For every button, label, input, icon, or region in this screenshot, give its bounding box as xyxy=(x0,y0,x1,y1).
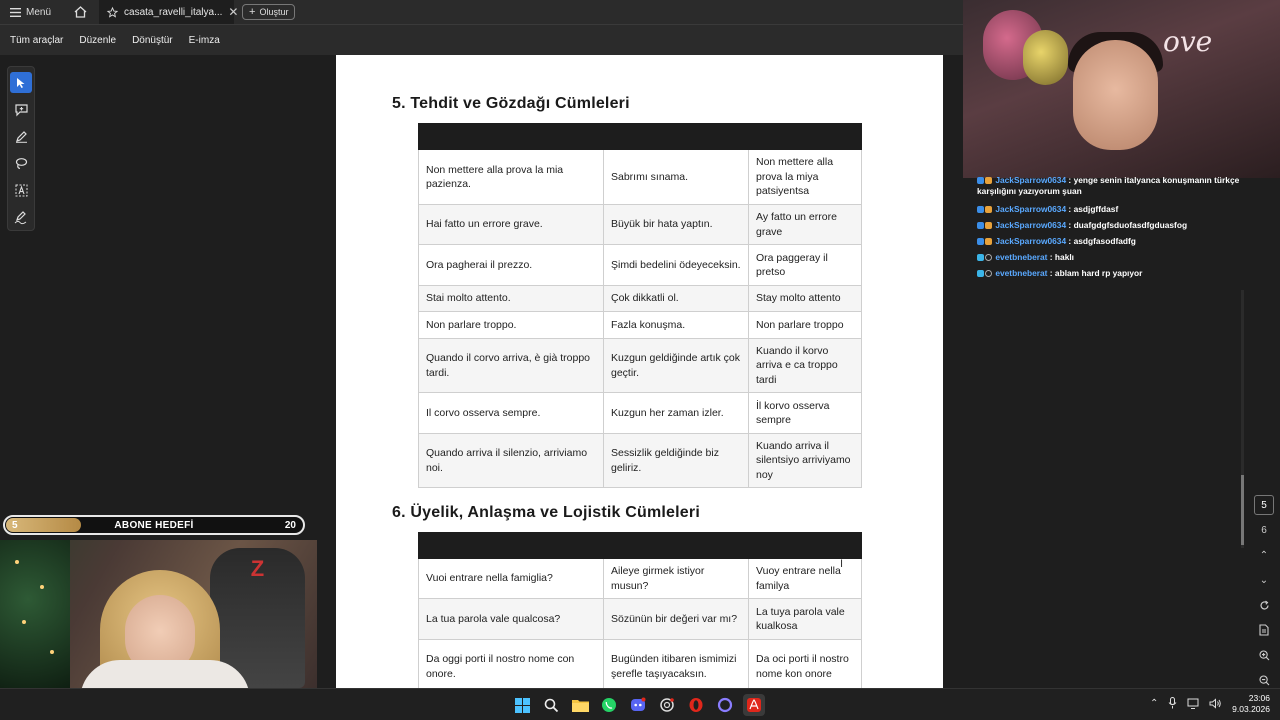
pronunciation-cell: Da oci porti il nostro nome kon onore xyxy=(749,640,862,694)
prime-badge-icon xyxy=(977,177,984,184)
chat-message: JackSparrow0634 : yenge senin italyanca konuşmanın türkçe karşılığını yazıyorum şuan xyxy=(977,175,1240,196)
gem-badge-icon xyxy=(977,254,984,261)
italian-cell: Ora pagherai il prezzo. xyxy=(419,245,604,286)
volume-icon[interactable] xyxy=(1209,698,1222,709)
next-page-icon[interactable]: ⌄ xyxy=(1259,574,1269,586)
draw-tool[interactable] xyxy=(10,153,32,174)
highlight-pen-icon xyxy=(15,130,28,143)
file-explorer-icon[interactable] xyxy=(569,694,591,716)
tab-title: casata_ravelli_italya... xyxy=(124,6,223,18)
tree-light xyxy=(40,585,44,589)
table-section-5 xyxy=(418,123,862,488)
italian-cell: Quando arriva il silenzio, arriviamo noi. xyxy=(419,434,604,488)
opera-icon[interactable] xyxy=(685,694,707,716)
table-row xyxy=(419,559,862,599)
whatsapp-icon[interactable] xyxy=(598,694,620,716)
text-cursor-icon: I xyxy=(840,558,844,570)
plush-toy-shape xyxy=(1023,30,1068,85)
italian-cell: La tua parola vale qualcosa? xyxy=(419,599,604,640)
lasso-draw-icon xyxy=(15,157,28,170)
table-row xyxy=(419,434,862,488)
sub-badge-icon xyxy=(985,238,992,245)
select-tool[interactable] xyxy=(10,72,32,93)
table-section-6 xyxy=(418,532,862,694)
goal-target-count: 20 xyxy=(284,519,296,531)
chat-message: JackSparrow0634 : duafgdgfsduofasdfgduasfog xyxy=(977,220,1267,231)
turkish-cell: Şimdi bedelini ödeyeceksin. xyxy=(604,245,749,286)
search-icon[interactable] xyxy=(540,694,562,716)
discord-icon[interactable] xyxy=(627,694,649,716)
section-6-title: 6. Üyelik, Anlaşma ve Lojistik Cümleleri xyxy=(392,504,700,521)
turkish-cell: Sözünün bir değeri var mı? xyxy=(604,599,749,640)
system-tray xyxy=(1150,697,1222,709)
text-tool[interactable] xyxy=(10,180,32,201)
gem-badge-icon xyxy=(977,270,984,277)
plus-icon: + xyxy=(249,6,256,18)
title-bar xyxy=(0,0,963,24)
chat-username[interactable]: JackSparrow0634 xyxy=(995,236,1067,246)
windows-taskbar xyxy=(0,688,1280,720)
chat-username[interactable]: JackSparrow0634 xyxy=(995,175,1067,185)
italian-cell: Da oggi porti il nostro nome con onore. xyxy=(419,640,604,694)
italian-cell: Il corvo osserva sempre. xyxy=(419,393,604,434)
menu-label: Menü xyxy=(26,6,52,18)
star-icon[interactable] xyxy=(107,7,118,18)
document-tab[interactable] xyxy=(99,0,239,24)
turkish-cell: Büyük bir hata yaptın. xyxy=(604,205,749,245)
pronunciation-cell: La tuya parola vale kualkosa xyxy=(749,599,862,640)
sign-tool[interactable] xyxy=(10,207,32,228)
chat-text: duafgdgfsduofasdfgduasfog xyxy=(1073,220,1188,230)
sub-badge-icon xyxy=(985,177,992,184)
table-row xyxy=(419,245,862,286)
tray-overflow-icon[interactable]: ⌃ xyxy=(1150,697,1159,709)
turkish-cell: Kuzgun her zaman izler. xyxy=(604,393,749,434)
pronunciation-cell: Non mettere alla prova la miya patsiyentsa xyxy=(749,150,862,205)
christmas-tree-shape xyxy=(0,540,70,688)
chair-logo-text: Z xyxy=(250,556,265,581)
pronunciation-cell: Kuando arriva il silentsiyo arriviyamo noy xyxy=(749,434,862,488)
network-icon[interactable] xyxy=(1187,698,1199,709)
menu-item-esign[interactable]: E-imza xyxy=(188,34,220,46)
scrollbar-thumb[interactable] xyxy=(1241,475,1244,545)
cortana-icon[interactable] xyxy=(714,694,736,716)
chat-username[interactable]: evetbneberat xyxy=(995,252,1048,262)
table-row xyxy=(419,599,862,640)
comment-tool[interactable] xyxy=(10,99,32,120)
pronunciation-cell: Ay fatto un errore grave xyxy=(749,205,862,245)
turkish-cell: Bugünden itibaren ismimizi şerefle taşıyacaksın. xyxy=(604,640,749,694)
turkish-cell: Fazla konuşma. xyxy=(604,312,749,339)
highlight-tool[interactable] xyxy=(10,126,32,147)
chat-username[interactable]: JackSparrow0634 xyxy=(995,204,1067,214)
italian-cell: Hai fatto un errore grave. xyxy=(419,205,604,245)
subscriber-goal-bar xyxy=(3,515,305,535)
tree-light xyxy=(22,620,26,624)
italian-cell: Vuoi entrare nella famiglia? xyxy=(419,559,604,599)
clock-time: 23:06 xyxy=(1248,693,1270,703)
wall-neon-text: ove xyxy=(1163,25,1213,58)
select-arrow-icon xyxy=(16,77,26,89)
clock-date: 9.03.2026 xyxy=(1232,704,1270,714)
microphone-icon[interactable] xyxy=(1168,697,1177,709)
turkish-cell: Çok dikkatli ol. xyxy=(604,286,749,312)
sub-badge-icon xyxy=(985,222,992,229)
home-icon xyxy=(74,6,87,18)
table-row xyxy=(419,205,862,245)
table-row xyxy=(419,393,862,434)
streamer-webcam xyxy=(963,0,1280,178)
menu-button[interactable] xyxy=(0,0,61,24)
italian-cell: Quando il corvo arriva, è già troppo tardi. xyxy=(419,339,604,393)
chat-message: evetbneberat : haklı xyxy=(977,252,1267,263)
section-5-title: 5. Tehdit ve Gözdağı Cümleleri xyxy=(392,95,630,112)
prime-badge-icon xyxy=(977,222,984,229)
pronunciation-cell: Kuando il korvo arriva e ca troppo tardi xyxy=(749,339,862,393)
ring-badge-icon xyxy=(985,270,992,277)
goal-current-count: 5 xyxy=(12,519,18,531)
page-navigation xyxy=(1253,495,1275,690)
prime-badge-icon xyxy=(977,206,984,213)
pronunciation-cell: Vuoy entrare nella familya xyxy=(749,559,862,599)
turkish-cell: Sabrımı sınama. xyxy=(604,150,749,205)
stream-chat xyxy=(963,175,1280,688)
table-row xyxy=(419,286,862,312)
pronunciation-cell: İl korvo osserva sempre xyxy=(749,393,862,434)
pronunciation-cell: Non parlare troppo xyxy=(749,312,862,339)
menu-bar xyxy=(0,24,963,55)
turkish-cell: Kuzgun geldiğinde artık çok geçtir. xyxy=(604,339,749,393)
create-label: Oluştur xyxy=(259,7,289,17)
table-row xyxy=(419,640,862,694)
pronunciation-cell: Stay molto attento xyxy=(749,286,862,312)
guest-webcam xyxy=(0,540,317,688)
chat-text: yenge senin italyanca konuşmanın türkçe karşılığını yazıyorum şuan xyxy=(977,175,1240,196)
chat-message: evetbneberat : ablam hard rp yapıyor xyxy=(977,268,1267,279)
menu-item-all-tools[interactable]: Tüm araçlar xyxy=(10,34,64,46)
taskbar-apps xyxy=(511,694,765,716)
home-button[interactable] xyxy=(69,2,91,22)
previous-page-icon[interactable]: ⌃ xyxy=(1259,549,1269,561)
chat-text: asdgfasodfadfg xyxy=(1073,236,1136,246)
table-row xyxy=(419,312,862,339)
zoom-out-icon[interactable] xyxy=(1254,670,1274,690)
tree-light xyxy=(50,650,54,654)
chat-text: ablam hard rp yapıyor xyxy=(1054,268,1143,278)
pdf-page[interactable] xyxy=(336,55,943,688)
close-tab-icon[interactable]: ✕ xyxy=(228,5,239,19)
chat-text: haklı xyxy=(1054,252,1075,262)
goal-label: ABONE HEDEFİ xyxy=(114,519,194,531)
italian-cell: Non parlare troppo. xyxy=(419,312,604,339)
acrobat-icon[interactable] xyxy=(743,694,765,716)
chat-username[interactable]: evetbneberat xyxy=(995,268,1048,278)
italian-cell: Stai molto attento. xyxy=(419,286,604,312)
windows-start-icon[interactable] xyxy=(511,694,533,716)
document-gutter xyxy=(943,55,963,688)
menu-item-edit[interactable]: Düzenle xyxy=(79,34,117,46)
table-row xyxy=(419,150,862,205)
chatgpt-icon[interactable] xyxy=(656,694,678,716)
table-header-row xyxy=(419,124,862,150)
chat-username[interactable]: JackSparrow0634 xyxy=(995,220,1067,230)
rotate-icon[interactable] xyxy=(1254,595,1274,615)
add-comment-icon xyxy=(15,104,28,116)
page-number[interactable]: 6 xyxy=(1261,524,1267,536)
page-number-current[interactable]: 5 xyxy=(1254,495,1274,515)
signature-pen-icon xyxy=(14,211,28,224)
page-thumbnail-icon[interactable] xyxy=(1254,620,1274,640)
person-face-shape xyxy=(1073,40,1158,150)
pronunciation-cell: Ora paggeray il pretso xyxy=(749,245,862,286)
chat-message: JackSparrow0634 : asdgfasodfadfg xyxy=(977,236,1267,247)
italian-cell: Non mettere alla prova la mia pazienza. xyxy=(419,150,604,205)
chat-text: asdjgffdasf xyxy=(1073,204,1119,214)
menu-item-convert[interactable]: Dönüştür xyxy=(132,34,173,46)
sub-badge-icon xyxy=(985,206,992,213)
prime-badge-icon xyxy=(977,238,984,245)
taskbar-clock[interactable] xyxy=(1228,693,1270,715)
turkish-cell: Aileye girmek istiyor musun? xyxy=(604,559,749,599)
text-select-icon xyxy=(15,184,28,197)
table-header-row xyxy=(419,533,862,559)
tool-rail xyxy=(7,66,35,231)
tree-light xyxy=(15,560,19,564)
hamburger-icon xyxy=(10,8,21,17)
zoom-in-icon[interactable] xyxy=(1254,645,1274,665)
chat-message: JackSparrow0634 : asdjgffdasf xyxy=(977,204,1267,215)
ring-badge-icon xyxy=(985,254,992,261)
create-button[interactable] xyxy=(242,4,295,20)
document-scrollbar[interactable] xyxy=(1241,290,1244,548)
turkish-cell: Sessizlik geldiğinde biz geliriz. xyxy=(604,434,749,488)
table-row xyxy=(419,339,862,393)
